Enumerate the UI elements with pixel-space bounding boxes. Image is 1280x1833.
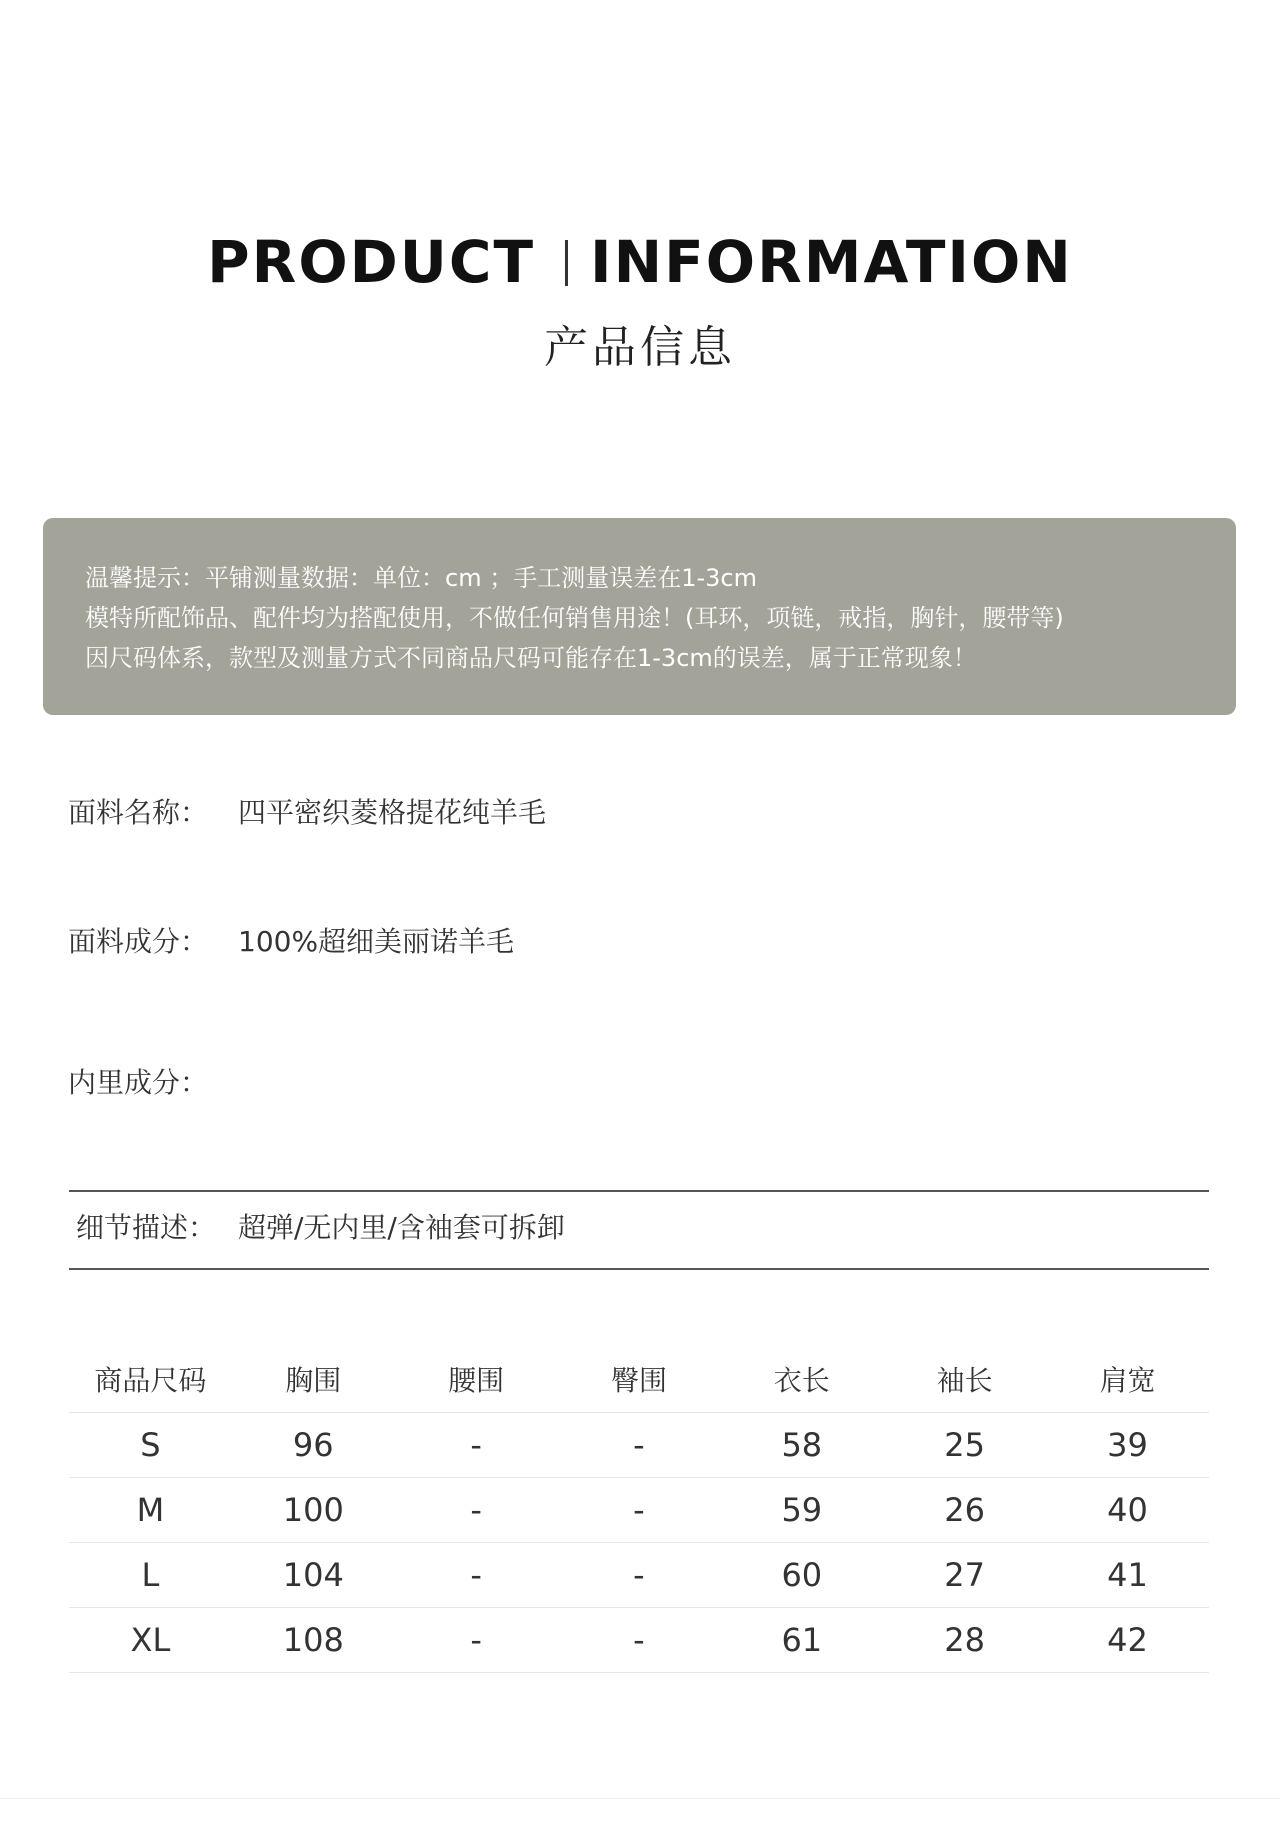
cell-length: 61 [720, 1608, 883, 1673]
cell-chest: 96 [232, 1413, 395, 1478]
cell-shoulder: 41 [1046, 1543, 1209, 1608]
cell-shoulder: 39 [1046, 1413, 1209, 1478]
cell-waist: - [395, 1608, 558, 1673]
table-row [69, 1478, 1209, 1543]
cell-length: 59 [720, 1478, 883, 1543]
cell-length: 58 [720, 1413, 883, 1478]
page-title [0, 222, 1280, 302]
size-table-header [69, 1346, 1209, 1413]
header-sleeve: 袖长 [883, 1346, 1046, 1413]
cell-hip: - [558, 1478, 721, 1543]
cell-shoulder: 40 [1046, 1478, 1209, 1543]
header-chest: 胸围 [232, 1346, 395, 1413]
cell-size: L [69, 1543, 232, 1608]
header-size: 商品尺码 [69, 1346, 232, 1413]
header-waist: 腰围 [395, 1346, 558, 1413]
details-value: 超弹/无内里/含袖套可拆卸 [238, 1211, 565, 1244]
fabric-name-row [68, 793, 546, 833]
cell-sleeve: 25 [883, 1413, 1046, 1478]
header-hip: 臀围 [558, 1346, 721, 1413]
notice-line: 模特所配饰品、配件均为搭配使用，不做任何销售用途！(耳环，项链，戒指，胸针，腰带等) [85, 604, 1064, 632]
cell-chest: 108 [232, 1608, 395, 1673]
cell-waist: - [395, 1413, 558, 1478]
page-subtitle: 产品信息 [544, 322, 736, 373]
cell-chest: 104 [232, 1543, 395, 1608]
notice-line: 因尺码体系，款型及测量方式不同商品尺码可能存在1-3cm的误差，属于正常现象！ [85, 644, 977, 672]
cell-size: S [69, 1413, 232, 1478]
fabric-composition-value: 100%超细美丽诺羊毛 [238, 925, 515, 958]
table-row [69, 1413, 1209, 1478]
cell-waist: - [395, 1478, 558, 1543]
fabric-name-label: 面料名称： [68, 796, 209, 829]
fabric-composition-row [68, 922, 514, 962]
title-information: INFORMATION [590, 228, 1073, 296]
lining-composition-label: 内里成分： [68, 1066, 209, 1099]
cell-hip: - [558, 1543, 721, 1608]
details-label: 细节描述： [76, 1211, 217, 1244]
cell-sleeve: 27 [883, 1543, 1046, 1608]
details-row [76, 1208, 565, 1248]
cell-hip: - [558, 1608, 721, 1673]
cell-sleeve: 28 [883, 1608, 1046, 1673]
fabric-composition-label: 面料成分： [68, 925, 209, 958]
fabric-name-value: 四平密织菱格提花纯羊毛 [238, 796, 547, 829]
cell-waist: - [395, 1543, 558, 1608]
title-divider [565, 240, 568, 286]
cell-size: M [69, 1478, 232, 1543]
title-product: PRODUCT [207, 228, 536, 296]
lining-composition-row [68, 1063, 238, 1103]
table-row [69, 1543, 1209, 1608]
cell-size: XL [69, 1608, 232, 1673]
size-table [69, 1346, 1209, 1673]
details-top-divider [69, 1190, 1209, 1192]
page-bottom-divider [0, 1798, 1280, 1799]
cell-hip: - [558, 1413, 721, 1478]
details-bottom-divider [69, 1268, 1209, 1270]
notice-line: 温馨提示：平铺测量数据：单位：cm ；手工测量误差在1-3cm [85, 564, 757, 592]
cell-length: 60 [720, 1543, 883, 1608]
table-row [69, 1608, 1209, 1673]
cell-sleeve: 26 [883, 1478, 1046, 1543]
header-length: 衣长 [720, 1346, 883, 1413]
notice-box [43, 518, 1236, 715]
cell-chest: 100 [232, 1478, 395, 1543]
cell-shoulder: 42 [1046, 1608, 1209, 1673]
header-shoulder: 肩宽 [1046, 1346, 1209, 1413]
